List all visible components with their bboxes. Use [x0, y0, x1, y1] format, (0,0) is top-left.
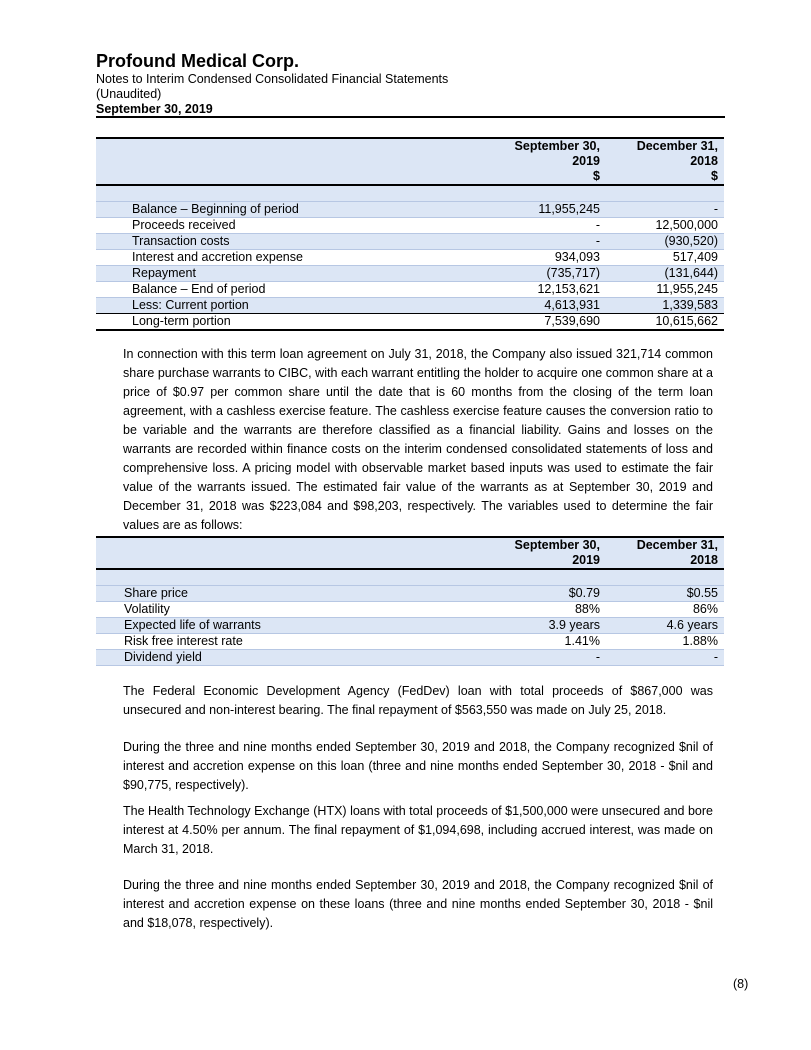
htx-paragraph: The Health Technology Exchange (HTX) loans with total proceeds of $1,500,000 were unsecured and bore interest at 4.50% per annum. The final repayment of $1,094,698, including accrued interest, was made on March 31, 2018. [123, 804, 713, 856]
document-header [96, 50, 736, 117]
table-row: Balance – End of period 12,153,621 11,955,245 [96, 282, 724, 298]
fair-value-variables-table [96, 536, 724, 666]
table-header-row [96, 138, 724, 185]
column-header: December 31, 2018 [606, 537, 724, 569]
warrants-paragraph: In connection with this term loan agreement on July 31, 2018, the Company also issued 321,714 common share purchase warrants to CIBC, with each warrant entitling the holder to acquire one common share at a price of $0.97 per common share until the date that is 60 months from the closing of the term loan agreement, with a cashless exercise feature. The cashless exercise feature causes the conversion ratio to be variable and the warrants are therefore classified as a financial liability. Gains and losses on the warrants are recorded within finance costs on the interim condensed consolidated statements of loss and comprehensive loss. A pricing model with observable market based inputs was used to estimate the fair value of the warrants issued. The estimated fair value of the warrants as at September 30, 2019 and December 31, 2018 was $223,084 and $98,203, respectively. The variables used to determine the fair values are as follows: [123, 347, 713, 532]
table-row: Transaction costs - (930,520) [96, 234, 724, 250]
header-rule [96, 116, 725, 118]
table-row: Less: Current portion 4,613,931 1,339,583 [96, 298, 724, 314]
table-row: Long-term portion 7,539,690 10,615,662 [96, 314, 724, 331]
unaudited-label: (Unaudited) [96, 87, 162, 101]
column-header: December 31, 2018 $ [606, 138, 724, 185]
table-row: Balance – Beginning of period 11,955,245 - [96, 202, 724, 218]
company-name: Profound Medical Corp. [96, 51, 300, 71]
column-header: September 30, 2019 $ [496, 138, 606, 185]
htx-interest-paragraph: During the three and nine months ended September 30, 2019 and 2018, the Company recognized $nil of interest and accretion expense on these loans (three and nine months ended September 30, 2018 - $nil and $18,078, respectively). [123, 878, 713, 930]
table-row: Proceeds received - 12,500,000 [96, 218, 724, 234]
table-row: Share price $0.79 $0.55 [96, 586, 724, 602]
table-row: Repayment (735,717) (131,644) [96, 266, 724, 282]
table-row: Dividend yield - - [96, 650, 724, 666]
page-number: (8) [733, 977, 749, 991]
feddev-paragraph: The Federal Economic Development Agency (FedDev) loan with total proceeds of $867,000 was unsecured and non-interest bearing. The final repayment of $563,550 was made on July 25, 2018. [123, 684, 713, 717]
feddev-interest-paragraph: During the three and nine months ended September 30, 2019 and 2018, the Company recognized $nil of interest and accretion expense on this loan (three and nine months ended September 30, 2018 - $nil and $90,775, respectively). [123, 740, 713, 792]
table-row: Expected life of warrants 3.9 years 4.6 years [96, 618, 724, 634]
term-loan-table [96, 137, 724, 331]
table-header-row [96, 537, 724, 569]
statement-subtitle: Notes to Interim Condensed Consolidated Financial Statements [96, 72, 449, 86]
table-row: Risk free interest rate 1.41% 1.88% [96, 634, 724, 650]
column-header: September 30, 2019 [496, 537, 606, 569]
statement-date: September 30, 2019 [96, 102, 213, 116]
table-row: Interest and accretion expense 934,093 517,409 [96, 250, 724, 266]
table-row: Volatility 88% 86% [96, 602, 724, 618]
